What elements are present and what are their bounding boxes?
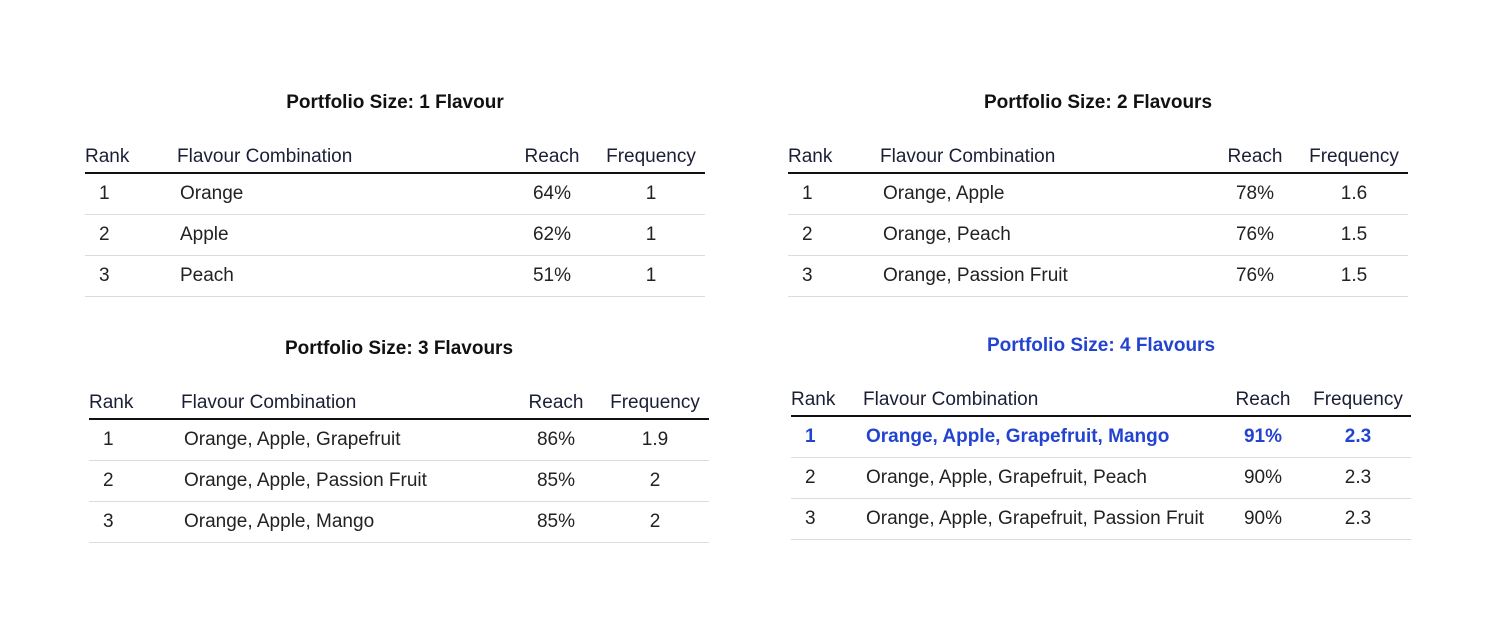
frequency-cell: 1 [597,173,705,215]
combo-header: Flavour Combination [863,377,1221,416]
reach-header: Reach [511,380,601,419]
frequency-cell: 1.5 [1300,256,1408,297]
rank-cell: 3 [89,502,181,543]
table-row [89,461,709,502]
rank-cell: 1 [85,173,177,215]
reach-cell: 90% [1221,458,1305,499]
rank-cell: 1 [788,173,880,215]
reach-cell: 62% [507,215,597,256]
frequency-cell: 1.9 [601,419,709,461]
table-row [85,256,705,297]
rank-header: Rank [85,134,177,173]
frequency-cell: 2.3 [1305,458,1411,499]
panel-size-4 [791,333,1411,540]
reach-header: Reach [507,134,597,173]
ranking-table [85,134,705,297]
combo-cell: Orange, Passion Fruit [880,256,1210,297]
reach-cell: 85% [511,502,601,543]
combo-header: Flavour Combination [880,134,1210,173]
reach-cell: 76% [1210,256,1300,297]
table-row-top-ranked [791,416,1411,458]
rank-cell: 2 [788,215,880,256]
frequency-header: Frequency [597,134,705,173]
ranking-table [791,377,1411,540]
table-row [89,419,709,461]
rank-cell: 2 [85,215,177,256]
rank-header: Rank [791,377,863,416]
frequency-cell: 1 [597,256,705,297]
combo-cell: Orange [177,173,507,215]
reach-cell: 64% [507,173,597,215]
frequency-cell: 1.6 [1300,173,1408,215]
combo-cell: Orange, Apple, Grapefruit, Peach [863,458,1221,499]
frequency-cell: 2 [601,502,709,543]
rank-cell: 2 [89,461,181,502]
combo-cell: Orange, Apple [880,173,1210,215]
rank-cell: 2 [791,458,863,499]
reach-cell: 76% [1210,215,1300,256]
frequency-cell: 2.3 [1305,499,1411,540]
table-header-row [788,134,1408,173]
table-row [85,173,705,215]
combo-cell: Peach [177,256,507,297]
reach-cell: 91% [1221,416,1305,458]
table-row [791,499,1411,540]
table-row [788,215,1408,256]
frequency-cell: 2 [601,461,709,502]
rank-header: Rank [788,134,880,173]
reach-cell: 85% [511,461,601,502]
panel-size-3 [89,336,709,543]
combo-cell: Orange, Apple, Grapefruit [181,419,511,461]
rank-cell: 1 [89,419,181,461]
rank-cell: 1 [791,416,863,458]
combo-header: Flavour Combination [181,380,511,419]
table-row [791,458,1411,499]
table-header-row [791,377,1411,416]
reach-header: Reach [1221,377,1305,416]
frequency-header: Frequency [601,380,709,419]
combo-header: Flavour Combination [177,134,507,173]
combo-cell: Apple [177,215,507,256]
panel-title: Portfolio Size: 2 Flavours [983,92,1213,113]
panel-size-2 [788,90,1408,297]
frequency-header: Frequency [1300,134,1408,173]
reach-cell: 51% [507,256,597,297]
combo-cell: Orange, Apple, Mango [181,502,511,543]
ranking-table [89,380,709,543]
reach-cell: 90% [1221,499,1305,540]
table-row [89,502,709,543]
frequency-header: Frequency [1305,377,1411,416]
panel-title: Portfolio Size: 1 Flavour [286,92,504,113]
panel-size-1 [85,90,705,297]
table-row [85,215,705,256]
frequency-cell: 1.5 [1300,215,1408,256]
table-header-row [85,134,705,173]
rank-cell: 3 [788,256,880,297]
reach-cell: 86% [511,419,601,461]
frequency-cell: 2.3 [1305,416,1411,458]
combo-cell: Orange, Apple, Grapefruit, Passion Fruit [863,499,1221,540]
rank-cell: 3 [85,256,177,297]
table-row [788,173,1408,215]
table-header-row [89,380,709,419]
table-row [788,256,1408,297]
rank-cell: 3 [791,499,863,540]
rank-header: Rank [89,380,181,419]
reach-header: Reach [1210,134,1300,173]
ranking-table [788,134,1408,297]
combo-cell: Orange, Apple, Passion Fruit [181,461,511,502]
combo-cell: Orange, Peach [880,215,1210,256]
panel-title: Portfolio Size: 4 Flavours [986,335,1216,356]
frequency-cell: 1 [597,215,705,256]
combo-cell: Orange, Apple, Grapefruit, Mango [863,416,1221,458]
panel-title: Portfolio Size: 3 Flavours [284,338,514,359]
reach-cell: 78% [1210,173,1300,215]
